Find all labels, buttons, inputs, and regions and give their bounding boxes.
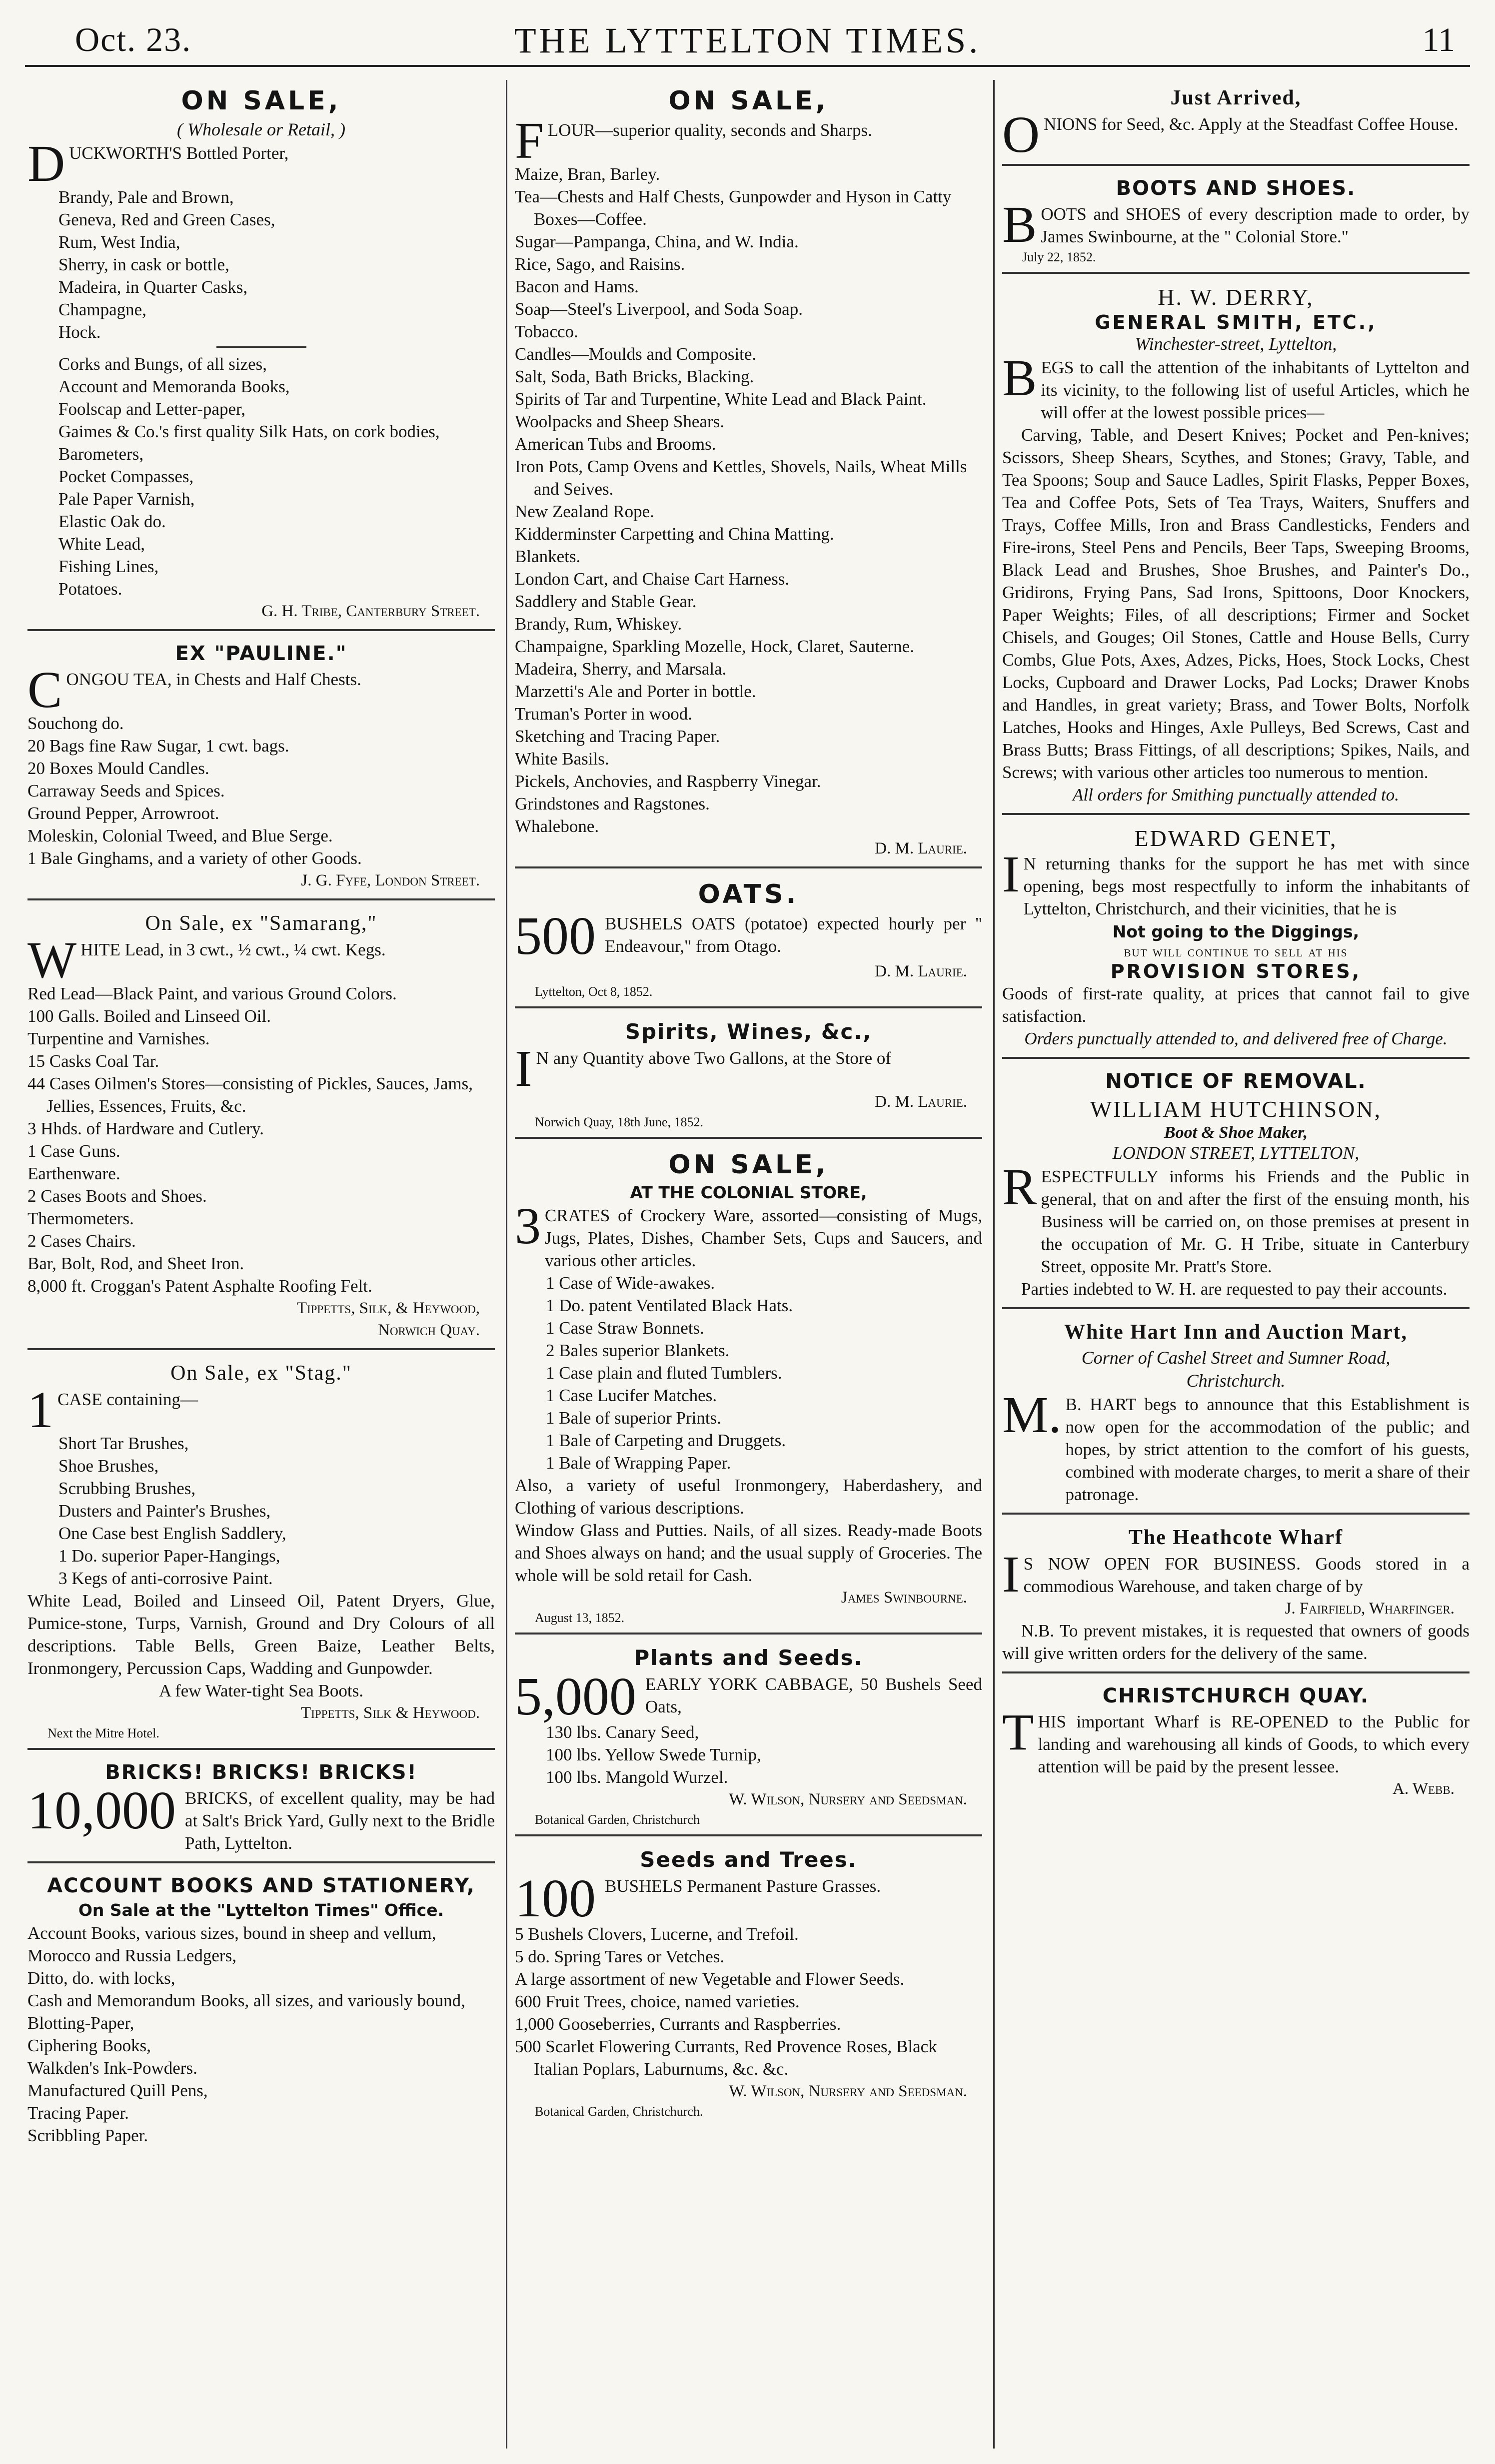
ad-signature-address: Norwich Quay. [378,1321,480,1339]
ad-line: LOUR—superior quality, seconds and Sharps. [547,120,872,140]
ad-date: Norwich Quay, 18th June, 1852. [535,1115,703,1129]
list-item: Turpentine and Varnishes. [27,1029,210,1048]
list-item: Woolpacks and Sheep Shears. [515,412,725,431]
ad-footer: Orders punctually attended to, and delivered free of Charge. [1024,1029,1448,1048]
list-item: 1 Do. superior Paper-Hangings, [58,1546,280,1566]
list-item: White Lead, [58,534,145,554]
ad-signature: D. M. Laurie. [875,962,967,980]
list-item: Gaimes & Co.'s first quality Silk Hats, on cork bodies, [58,422,440,441]
ad-body: Goods of first-rate quality, at prices that cannot fail to give satisfaction. [1002,984,1470,1026]
ad-extra: A few Water-tight Sea Boots. [159,1681,363,1700]
list-item: Account and Memoranda Books, [58,377,290,396]
ad-list [27,353,495,600]
newspaper-title: THE LYTTELTON TIMES. [514,20,981,60]
ad-lead [27,661,495,719]
ad-heading: Spirits, Wines, &c., [625,1019,872,1044]
list-item: 100 lbs. Mangold Wurzel. [546,1767,728,1787]
ad-list [27,186,495,343]
list-item: 44 Cases Oilmen's Stores—consisting of Pickles, Sauces, Jams, Jellies, Essences, Fruits, &c. [27,1074,473,1116]
list-item: Champagne, [58,300,146,319]
ad-signature: W. Wilson, Nursery and Seedsman. [729,2082,967,2100]
list-item: Moleskin, Colonial Tweed, and Blue Serge. [27,826,333,845]
list-item: Sherry, in cask or bottle, [58,255,229,274]
drop-cap: I [1002,845,1020,903]
drop-cap: T [1002,1703,1034,1761]
column-1 [27,80,495,2449]
column-3 [1002,80,1470,2449]
ad-heading: EX "PAULINE." [175,642,347,665]
ad-lead [27,1781,495,1854]
list-item: Bacon and Hams. [515,277,639,296]
ad-number: 100 [515,1869,596,1928]
column-rule [506,80,507,2449]
drop-cap: F [515,112,544,169]
ad-text: BUSHELS Permanent Pasture Grasses. [605,1876,881,1896]
list-item: 1,000 Gooseberries, Currants and Raspberries. [515,2014,841,2034]
list-item: London Cart, and Chaise Cart Harness. [515,569,790,589]
ad-tribe-on-sale [27,80,495,631]
column-2 [515,80,982,2449]
ad-heading: On Sale, ex "Stag." [170,1362,352,1385]
list-item: Geneva, Red and Green Cases, [58,210,275,229]
list-item: Elastic Oak do. [58,512,166,531]
ad-onions [1002,80,1470,166]
list-item: Tobacco. [515,322,578,341]
ad-samarang [27,905,495,1350]
ad-line: CASE containing— [57,1390,198,1409]
drop-cap: C [27,661,62,719]
ad-list [515,1272,982,1474]
page-number: 11 [1422,20,1455,58]
ad-line: ONGOU TEA, in Chests and Half Chests. [66,670,361,689]
column-rule [993,80,995,2449]
list-item: Hock. [58,322,101,342]
ad-lead [515,906,982,966]
ad-derry [1002,279,1470,815]
ad-heading: Seeds and Trees. [640,1847,857,1872]
ad-date: July 22, 1852. [1022,250,1096,264]
list-item: Salt, Soda, Bath Bricks, Blacking. [515,367,754,386]
list-item: Souchong do. [27,714,124,733]
ad-body: Window Glass and Putties. Nails, of all sizes. Ready-made Boots and Shoes always on hand; and the usual supply of Groceries. The whole will be sold retail for Cash. [515,1521,982,1585]
list-item: 100 Galls. Boiled and Linseed Oil. [27,1006,271,1026]
drop-cap: W [27,931,77,989]
list-item: Madeira, in Quarter Casks, [58,277,248,297]
list-item: Brandy, Pale and Brown, [58,187,234,207]
masthead [25,20,1470,67]
ad-heading: ON SALE, [668,1150,829,1180]
ad-lead [1002,845,1470,920]
ad-list [515,163,982,837]
ad-number: 5,000 [515,1667,636,1726]
list-item: Scribbling Paper. [27,2126,148,2145]
ad-heading: OATS. [698,879,799,909]
ad-number: 500 [515,906,596,966]
ad-date: Lyttelton, Oct 8, 1852. [535,984,653,999]
ad-genet [1002,820,1470,1059]
list-item: 1 Case Straw Bonnets. [546,1318,704,1338]
ad-white-hart [1002,1314,1470,1515]
list-item: American Tubs and Brooms. [515,434,716,454]
ad-body: Parties indebted to W. H. are requested to pay their accounts. [1021,1279,1448,1299]
ad-bricks [27,1755,495,1863]
ad-signature: D. M. Laurie. [875,1093,967,1111]
ad-text: ESPECTFULLY informs his Friends and the Public in general, that on and after the first of the ensuing month, his Business will be carried on, on those premises at present in the occupation of Mr. G. H Tribe, situate in Canterbury Street, opposite Mr. Pratt's Store. [1041,1167,1470,1276]
ad-pauline [27,636,495,900]
list-item: 1 Case plain and fluted Tumblers. [546,1363,782,1383]
ad-heading: White Hart Inn and Auction Mart, [1064,1321,1408,1344]
list-item: Brandy, Rum, Whiskey. [515,614,682,634]
list-item: White Basils. [515,749,609,769]
ad-spirits [515,1013,982,1139]
advertiser-name: H. W. DERRY, [1158,284,1314,310]
list-item: Spirits of Tar and Turpentine, White Lead and Black Paint. [515,389,927,409]
ad-heading: BOOTS AND SHOES. [1116,177,1356,200]
ad-list [27,982,495,1297]
list-item: 600 Fruit Trees, choice, named varieties. [515,1992,800,2011]
ad-heading: BRICKS! BRICKS! BRICKS! [105,1761,417,1784]
list-item: 1 Bale Ginghams, and a variety of other Goods. [27,848,362,868]
ad-signature: James Swinbourne. [841,1589,967,1607]
ad-subheading-city: Christchurch. [1186,1371,1286,1391]
list-item: Cash and Memorandum Books, all sizes, and variously bound, [27,1991,465,2010]
advertiser-name: EDWARD GENET, [1134,825,1338,851]
ad-signature: W. Wilson, Nursery and Seedsman. [729,1790,967,1808]
ad-oats [515,873,982,1008]
drop-cap: D [27,135,65,192]
list-item: Earthenware. [27,1164,120,1183]
ad-text: EARLY YORK CABBAGE, 50 Bushels Seed Oats, [645,1674,982,1716]
ad-stationery [27,1868,495,2154]
list-item: Walkden's Ink-Powders. [27,2058,197,2078]
ad-list [27,1432,495,1590]
ad-christchurch-quay [1002,1678,1470,1807]
ad-date: Botanical Garden, Christchurch [535,1812,700,1827]
ad-number: 10,000 [27,1781,176,1840]
list-item: Account Books, various sizes, bound in sheep and vellum, [27,1923,436,1943]
list-item: Blankets. [515,547,581,566]
list-item: Tea—Chests and Half Chests, Gunpowder and Hyson in Catty Boxes—Coffee. [515,187,952,229]
list-item: 1 Case of Wide-awakes. [546,1273,715,1293]
ad-text: BRICKS, of excellent quality, may be had at Salt's Brick Yard, Gully next to the Bridle Path, Lyttelton. [185,1788,495,1853]
ad-text: N any Quantity above Two Gallons, at the Store of [536,1048,892,1068]
list-item: Maize, Bran, Barley. [515,164,660,184]
ad-text: OOTS and SHOES of every description made to order, by James Swinbourne, at the " Colonial Store." [1041,204,1470,246]
ad-stag [27,1355,495,1750]
ad-lead [1002,106,1470,163]
ad-plants-seeds [515,1640,982,1836]
ad-subheading: ( Wholesale or Retail, ) [177,119,345,139]
drop-cap: 1 [27,1381,53,1439]
ad-lead [515,112,982,169]
list-item: 500 Scarlet Flowering Currants, Red Provence Roses, Black Italian Poplars, Laburnums, &c. &c. [515,2037,937,2079]
ad-heading: The Heathcote Wharf [1128,1526,1344,1549]
ad-text: NIONS for Seed, &c. Apply at the Steadfast Coffee House. [1044,114,1459,134]
drop-cap: I [1002,1546,1020,1603]
ad-signature: J. G. Fyfe, London Street. [301,871,480,889]
ad-subheading: On Sale at the "Lyttelton Times" Office. [78,1900,444,1920]
list-item: 20 Boxes Mould Candles. [27,759,209,778]
ad-list [515,1721,982,1788]
ad-list [27,1922,495,2147]
drop-cap: 3 [515,1197,541,1255]
ad-heathcote-wharf [1002,1520,1470,1673]
ad-boots-shoes [1002,171,1470,274]
list-item: Barometers, [58,444,144,464]
advertiser-name: WILLIAM HUTCHINSON, [1090,1096,1382,1122]
list-item: Shoe Brushes, [58,1456,159,1476]
list-item: Ditto, do. with locks, [27,1968,175,1988]
list-item: Grindstones and Ragstones. [515,794,710,814]
list-item: 1 Bale of superior Prints. [546,1408,721,1428]
ad-heading: NOTICE OF REMOVAL. [1105,1070,1367,1093]
ad-text: EGS to call the attention of the inhabitants of Lyttelton and its vicinity, to the following list of useful Articles, which he will offer at the lowest possible prices— [1041,358,1470,422]
list-item: Rice, Sago, and Raisins. [515,254,685,274]
ad-seeds-trees [515,1841,982,2126]
ad-signature: Tippetts, Silk, & Heywood, [296,1299,480,1317]
ad-signature: J. Fairfield, Wharfinger. [1285,1600,1455,1618]
list-item: Sugar—Pampanga, China, and W. India. [515,232,799,251]
ad-lead [1002,1703,1470,1778]
list-item: Sketching and Tracing Paper. [515,727,720,746]
divider [216,346,306,348]
ad-stores: PROVISION STORES, [1110,960,1362,982]
list-item: 15 Casks Coal Tar. [27,1051,159,1071]
ad-lead [1002,1386,1470,1506]
list-item: Carraway Seeds and Spices. [27,781,225,801]
list-item: 20 Bags fine Raw Sugar, 1 cwt. bags. [27,736,289,756]
list-item: Dusters and Painter's Brushes, [58,1501,271,1521]
list-item: Manufactured Quill Pens, [27,2081,208,2100]
ad-signature: G. H. Tribe, Canterbury Street. [261,602,480,620]
issue-date: Oct. 23. [75,20,192,58]
list-item: Truman's Porter in wood. [515,704,693,724]
list-item: Champaigne, Sparkling Mozelle, Hock, Claret, Sauterne. [515,637,914,656]
list-item: Ciphering Books, [27,2036,151,2055]
ad-heading: ACCOUNT BOOKS AND STATIONERY, [47,1874,475,1897]
ad-signature: A. Webb. [1393,1780,1455,1798]
list-item: Kidderminster Carpetting and China Matting. [515,524,834,544]
ad-trade: Boot & Shoe Maker, [1164,1123,1308,1142]
list-item: 1 Do. patent Ventilated Black Hats. [546,1296,793,1315]
list-item: Potatoes. [58,579,122,599]
list-item: Ground Pepper, Arrowroot. [27,804,219,823]
list-item: 1 Case Lucifer Matches. [546,1386,717,1405]
list-item: Candles—Moulds and Composite. [515,344,757,364]
list-item: 2 Bales superior Blankets. [546,1341,730,1360]
ad-laurie-on-sale [515,80,982,868]
ad-hutchinson [1002,1064,1470,1309]
ad-lead [1002,1158,1470,1278]
drop-cap: R [1002,1158,1037,1216]
ad-heading: Just Arrived, [1170,86,1302,109]
ad-heading: ON SALE, [181,86,341,116]
ad-text: B. HART begs to announce that this Establishment is now open for the accommodation of the public; and hopes, by strict attention to the comfort of his guests, combined with moderate charges, to merit a share of their patronage. [1065,1395,1470,1504]
ad-list [27,712,495,869]
ad-body: Also, a variety of useful Ironmongery, Haberdashery, and Clothing of various descriptions. [515,1476,982,1518]
list-item: Soap—Steel's Liverpool, and Soda Soap. [515,299,803,319]
ad-note: Next the Mitre Hotel. [47,1726,159,1740]
ad-lead [515,1667,982,1726]
list-item: Fishing Lines, [58,557,159,576]
ad-text: S NOW OPEN FOR BUSINESS. Goods stored in a commodious Warehouse, and taken charge of by [1023,1554,1470,1596]
list-item: Rum, West India, [58,232,180,252]
ad-lead [1002,196,1470,253]
list-item: Iron Pots, Camp Ovens and Kettles, Shovels, Nails, Wheat Mills and Seives. [515,457,967,499]
ad-lead [27,135,495,192]
ad-heading: On Sale, ex "Samarang," [145,912,377,935]
ad-heading: ON SALE, [668,86,829,116]
list-item: 8,000 ft. Croggan's Patent Asphalte Roofing Felt. [27,1276,372,1296]
ad-smallcaps: but will continue to sell at his [1124,943,1348,960]
list-item: 1 Case Guns. [27,1141,120,1161]
ad-list [515,1923,982,2080]
list-item: Saddlery and Stable Gear. [515,592,697,611]
ad-body: Carving, Table, and Desert Knives; Pocket and Pen-knives; Scissors, Sheep Shears, Scythes, and Stones; Gravy, Table, and Tea Spoons; Soup and Sauce Ladles, Spirit Flasks, Pepper Boxes, Tea and Coffee Pots, Sets of Tea Trays, Waiters, Snuffers and Trays, Coffee Mills, Iron and Brass Candlesticks, Fenders and Fire-irons, Steel Pens and Pencils, Beer Taps, Sweeping Brooms, Black Lead and Brushes, Shoe Brushes, and Painter's Do., Gridirons, Frying Pans, Sad Irons, Spittoons, Door Knockers, Paper Weights; Files, of all descriptions; Firmer and Socket Chisels, and Gouges; Oil Stones, Cattle and House Bells, Curry Combs, Glue Pots, Axes, Adzes, Picks, Hoes, Stock Locks, Chest Locks, Cupboard and Drawer Locks, Pad Locks; Drawer Knobs and Handles, in great variety; Brass, and Tower Bolts, Norfolk Latches, Hooks and Hinges, Axle Pulleys, Bed Screws, Cast and Brass Butts; Brass Fittings, of all descriptions; Spikes, Nails, and Screws; with various other articles too numerous to mention. [1002,425,1470,782]
list-item: 1 Bale of Carpeting and Druggets. [546,1431,786,1450]
ad-subheading: AT THE COLONIAL STORE, [630,1183,867,1202]
list-item: One Case best English Saddlery, [58,1524,286,1543]
list-item: Red Lead—Black Paint, and various Ground Colors. [27,984,397,1003]
drop-cap: B [1002,349,1037,407]
ad-signature: Tippetts, Silk & Heywood. [301,1704,480,1722]
list-item: Bar, Bolt, Rod, and Sheet Iron. [27,1254,244,1273]
ad-subheading: LONDON STREET, LYTTELTON, [1112,1143,1360,1163]
list-item: Marzetti's Ale and Porter in bottle. [515,682,756,701]
drop-cap: B [1002,196,1037,253]
ad-body: White Lead, Boiled and Linseed Oil, Patent Dryers, Glue, Pumice-stone, Turps, Varnish, Ground and Dry Colours of all descriptions. Table Bells, Green Baize, Leather Belts, Ironmongery, Percussion Caps, Wadding and Gunpowder. [27,1591,495,1678]
list-item: 2 Cases Chairs. [27,1231,136,1251]
list-item: Pickels, Anchovies, and Raspberry Vinegar. [515,772,821,791]
list-item: 3 Hhds. of Hardware and Cutlery. [27,1119,264,1138]
ad-subheading: Corner of Cashel Street and Sumner Road, [1081,1348,1391,1368]
ad-lead [515,1869,982,1928]
list-item: Pale Paper Varnish, [58,489,195,509]
list-item: 100 lbs. Yellow Swede Turnip, [546,1745,761,1764]
ad-heading: GENERAL SMITH, ETC., [1095,311,1377,333]
ad-lead [27,1381,495,1439]
ad-date: Botanical Garden, Christchurch. [535,2104,703,2119]
ad-line: HITE Lead, in 3 cwt., ½ cwt., ¼ cwt. Kegs. [80,940,386,959]
ad-footer: All orders for Smithing punctually attended to. [1073,785,1399,805]
list-item: 2 Cases Boots and Shoes. [27,1186,207,1206]
drop-cap: M. [1002,1386,1062,1444]
ad-lead [515,1197,982,1272]
drop-cap: I [515,1040,532,1097]
ad-emphasis: Not going to the Diggings, [1112,922,1360,941]
list-item: 130 lbs. Canary Seed, [546,1722,699,1742]
list-item: Corks and Bungs, of all sizes, [58,354,267,374]
ad-lead [1002,1546,1470,1603]
list-item: Whalebone. [515,817,599,836]
list-item: 5 Bushels Clovers, Lucerne, and Trefoil. [515,1924,799,1944]
list-item: Madeira, Sherry, and Marsala. [515,659,727,679]
ad-subheading: Winchester-street, Lyttelton, [1135,334,1337,354]
ad-signature: D. M. Laurie. [875,839,967,857]
list-item: Tracing Paper. [27,2103,129,2123]
ad-text: HIS important Wharf is RE-OPENED to the Public for landing and warehousing all kinds of Goods, to which every attention will be paid by the present lessee. [1038,1712,1470,1776]
ad-body: N.B. To prevent mistakes, it is requested that owners of goods will give written orders for the delivery of the same. [1002,1621,1470,1663]
ad-lead [27,931,495,989]
ad-text: BUSHELS OATS (potatoe) expected hourly per " Endeavour," from Otago. [605,914,982,956]
ad-text: N returning thanks for the support he has met with since opening, begs most respectfully to inform the inhabitants of Lyttelton, Christchurch, and their vicinities, that he is [1023,854,1470,918]
list-item: 5 do. Spring Tares or Vetches. [515,1947,725,1966]
list-item: Thermometers. [27,1209,134,1228]
list-item: Blotting-Paper, [27,2013,134,2033]
list-item: Foolscap and Letter-paper, [58,399,245,419]
ad-colonial-store [515,1144,982,1635]
drop-cap: O [1002,106,1040,163]
ad-date: August 13, 1852. [535,1611,625,1625]
list-item: New Zealand Rope. [515,502,654,521]
list-item: 3 Kegs of anti-corrosive Paint. [58,1569,273,1588]
ad-lead [1002,349,1470,424]
ad-lead [515,1040,982,1097]
list-item: 1 Bale of Wrapping Paper. [546,1453,731,1473]
list-item: A large assortment of new Vegetable and Flower Seeds. [515,1969,905,1989]
ad-text: CRATES of Crockery Ware, assorted—consisting of Mugs, Jugs, Plates, Dishes, Chamber Sets, Cups and Saucers, and various other articles. [545,1206,982,1270]
list-item: Short Tar Brushes, [58,1434,189,1453]
ad-heading: Plants and Seeds. [634,1645,863,1670]
list-item: Scrubbing Brushes, [58,1479,196,1498]
ad-heading: CHRISTCHURCH QUAY. [1102,1684,1370,1707]
list-item: Pocket Compasses, [58,467,194,486]
ad-line: UCKWORTH'S Bottled Porter, [69,143,289,163]
list-item: Morocco and Russia Ledgers, [27,1946,236,1965]
